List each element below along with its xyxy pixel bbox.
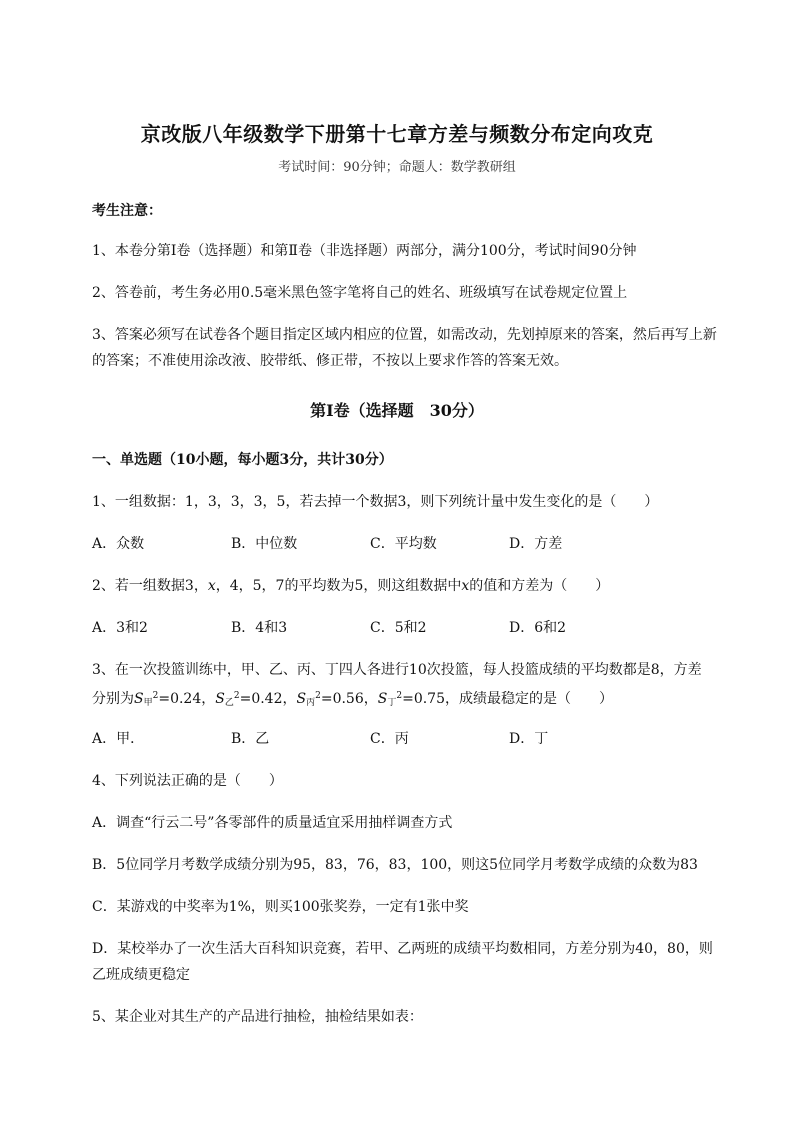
q4-option-c[interactable]: C．某游戏的中奖率为1%，则买100张奖券，一定有1张中奖 bbox=[92, 899, 469, 915]
part-one-heading: 第Ⅰ卷（选择题 30分） bbox=[310, 401, 484, 420]
q2-option-d[interactable]: D．6和2 bbox=[509, 620, 567, 636]
q3-s-yi: S bbox=[215, 691, 225, 707]
q4-option-d-cont: 乙班成绩更稳定 bbox=[92, 967, 190, 983]
q1-option-c[interactable]: C．平均数 bbox=[370, 536, 437, 552]
q3-sub-jia: 甲 bbox=[143, 698, 153, 708]
question-5-stem: 5、某企业对其生产的产品进行抽检，抽检结果如表： bbox=[92, 1009, 423, 1025]
section-heading: 一、单选题（10小题，每小题3分，共计30分） bbox=[92, 452, 393, 468]
q1-option-d[interactable]: D．方差 bbox=[509, 536, 563, 552]
exam-subtitle: 考试时间：90分钟；命题人：数学教研组 bbox=[278, 160, 516, 175]
q3-sub-ding: 丁 bbox=[387, 698, 397, 708]
q3-option-b[interactable]: B．乙 bbox=[231, 731, 270, 747]
q3-s-bing: S bbox=[296, 691, 307, 707]
notice-item-1: 1、本卷分第Ⅰ卷（选择题）和第Ⅱ卷（非选择题）两部分，满分100分，考试时间90分钟 bbox=[92, 243, 637, 259]
notice-item-3: 3、答案必须写在试卷各个题目指定区域内相应的位置，如需改动，先划掉原来的答案，然后再写上新 bbox=[92, 327, 717, 343]
q3-val-bing: =0.56， bbox=[320, 691, 378, 707]
q3-s-jia: S bbox=[134, 691, 144, 707]
q2-stem-part-a: 2、若一组数据3， bbox=[92, 578, 208, 594]
q3-option-a[interactable]: A．甲． bbox=[92, 731, 145, 747]
question-3-stem-line2 bbox=[92, 685, 744, 714]
q3-sq-bing: 2 bbox=[315, 691, 321, 701]
q2-variable-x: x bbox=[207, 578, 216, 594]
exam-title: 京改版八年级数学下册第十七章方差与频数分布定向攻克 bbox=[140, 122, 654, 146]
q1-option-a[interactable]: A．众数 bbox=[92, 536, 145, 552]
question-3-stem-line1: 3、在一次投篮训练中，甲、乙、丙、丁四人各进行10次投篮，每人投篮成绩的平均数都是8，方差 bbox=[92, 662, 702, 678]
q4-option-d[interactable]: D．某校举办了一次生活大百科知识竞赛，若甲、乙两班的成绩平均数相同，方差分别为40，80，则 bbox=[92, 941, 713, 957]
q3-sub-bing: 丙 bbox=[306, 698, 316, 708]
q3-prefix: 分别为 bbox=[92, 691, 134, 707]
q3-s-ding: S bbox=[377, 691, 388, 707]
q4-option-b[interactable]: B．5位同学月考数学成绩分别为95，83，76，83，100，则这5位同学月考数学成绩的众数为83 bbox=[92, 857, 698, 873]
question-2-stem bbox=[92, 575, 744, 597]
q3-sub-yi: 乙 bbox=[224, 698, 234, 708]
question-4-stem: 4、下列说法正确的是（ ） bbox=[92, 773, 283, 789]
q3-val-jia: =0.24， bbox=[158, 691, 216, 707]
notice-item-2: 2、答卷前，考生务必用0.5毫米黑色签字笔将自己的姓名、班级填写在试卷规定位置上 bbox=[92, 285, 628, 301]
q3-sq-ding: 2 bbox=[396, 691, 403, 701]
notice-item-3-cont: 的答案；不准使用涂改液、胶带纸、修正带，不按以上要求作答的答案无效。 bbox=[92, 353, 568, 369]
q3-val-ding: =0.75，成绩最稳定的是（ ） bbox=[402, 691, 613, 707]
q3-sq-yi: 2 bbox=[233, 691, 240, 701]
q2-option-c[interactable]: C．5和2 bbox=[370, 620, 427, 636]
q2-stem-part-c: 的值和方差为（ ） bbox=[469, 578, 610, 594]
q2-option-a[interactable]: A．3和2 bbox=[92, 620, 148, 636]
q2-stem-part-b: ，4，5，7的平均数为5，则这组数据中 bbox=[215, 578, 462, 594]
q2-variable-x-2: x bbox=[461, 578, 470, 594]
q4-option-a[interactable]: A．调查“行云二号”各零部件的质量适宜采用抽样调查方式 bbox=[92, 815, 453, 831]
q3-option-c[interactable]: C．丙 bbox=[370, 731, 409, 747]
question-1-stem: 1、一组数据：1，3，3，3，5，若去掉一个数据3，则下列统计量中发生变化的是（ ） bbox=[92, 494, 659, 510]
q1-option-b[interactable]: B．中位数 bbox=[231, 536, 298, 552]
notice-heading: 考生注意： bbox=[92, 203, 162, 219]
q3-option-d[interactable]: D．丁 bbox=[509, 731, 549, 747]
q3-val-yi: =0.42， bbox=[239, 691, 297, 707]
q3-sq-jia: 2 bbox=[152, 691, 159, 701]
q2-option-b[interactable]: B．4和3 bbox=[231, 620, 288, 636]
